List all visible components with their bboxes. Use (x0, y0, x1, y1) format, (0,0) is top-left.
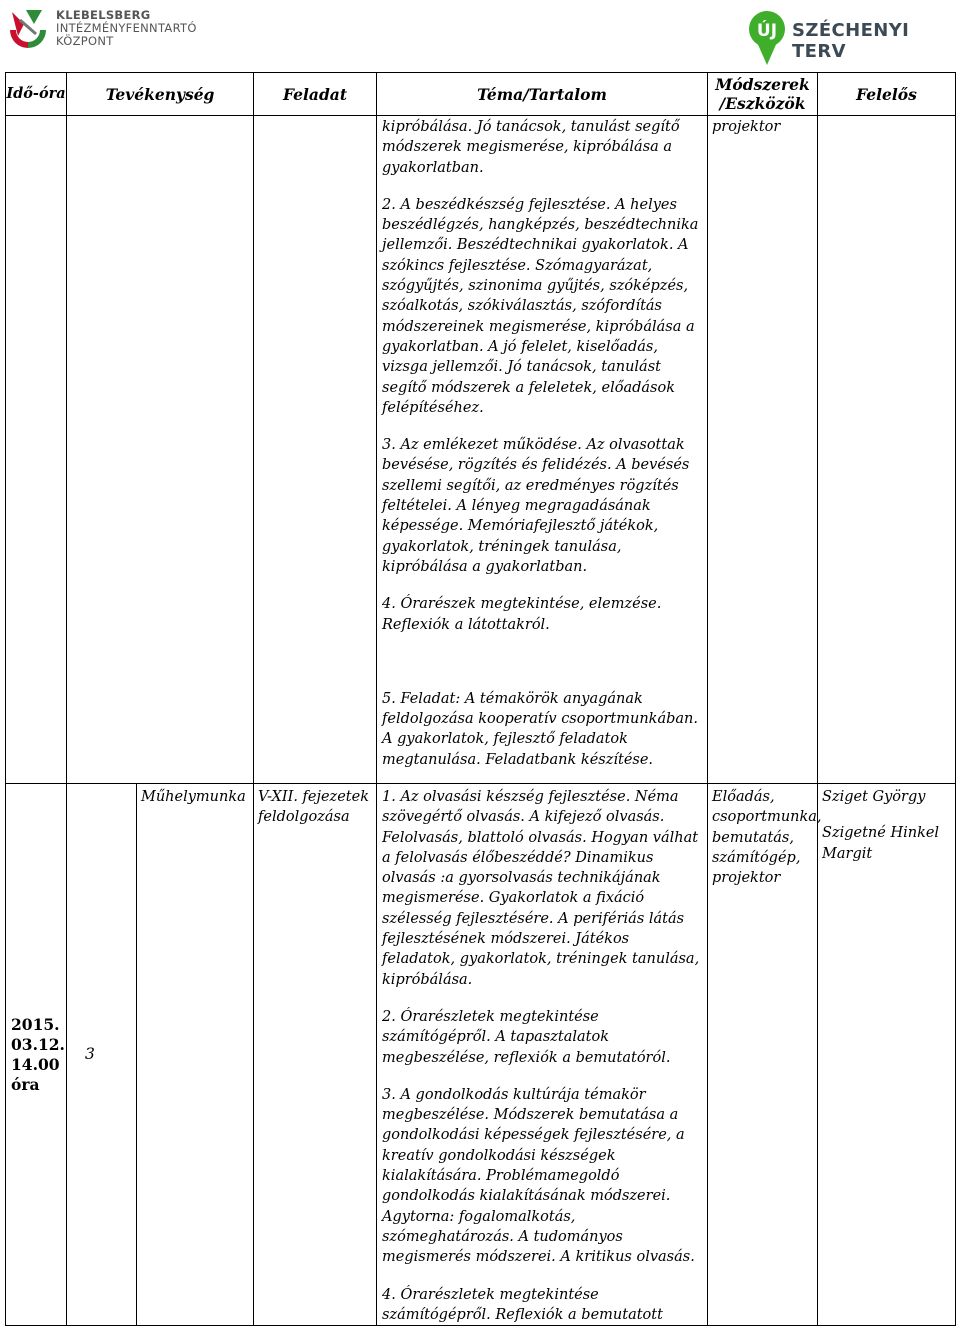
cell-responsible (818, 116, 956, 784)
col-header-task: Feladat (254, 73, 377, 116)
table-header-row (6, 73, 956, 116)
schedule-table (5, 72, 956, 1326)
klebelsberg-emblem-icon (6, 6, 48, 50)
cell-activity: Műhelymunka (137, 784, 254, 1326)
col-header-responsible: Felelős (818, 73, 956, 116)
logo-line-1: KLEBELSBERG (56, 8, 151, 22)
topic-paragraph: 4. Órarészek megtekintése, elemzése. Reflexiók a látottakról. (382, 596, 662, 633)
topic-paragraph: 5. Feladat: A témakörök anyagának feldolgozása kooperatív csoportmunkában. A gyakorlatok, fejlesztő feladatok megtanulása. Feladatbank készítése. (382, 690, 698, 768)
cell-topic (377, 116, 708, 784)
cell-methods: Előadás, csoportmunka, bemutatás, számítógép, projektor (708, 784, 818, 1326)
szechenyi-terv-logo (748, 10, 958, 70)
cell-methods: projektor (708, 116, 818, 784)
klebelsberg-logo (6, 4, 206, 52)
logo-line-3: KÖZPONT (56, 34, 114, 48)
responsible-person: Szigetné Hinkel Margit (822, 825, 940, 862)
cell-task: V-XII. fejezetek feldolgozása (254, 784, 377, 1326)
col-header-methods: Módszerek /Eszközök (708, 73, 818, 116)
cell-empty (254, 116, 377, 784)
cell-hours: 3 (67, 784, 137, 1326)
topic-paragraph: 1. Az olvasási készség fejlesztése. Néma szövegértő olvasás. A kifejező olvasás. Felolvasás, blattoló olvasás. Hogyan válhat a felolvasás élőbeszéddé? Dinamikus olvasás :a gyorsolvasás technikájának megismerése. Gyakorlatok a fixáció szélesség fejlesztésére. A perifériás látás fejlesztésének módszerei. Játékos feladatok, gyakorlatok, tréningek tanulása, kipróbálása. (382, 789, 700, 988)
topic-paragraph: kipróbálása. Jó tanácsok, tanulást segítő módszerek megismerése, kipróbálása a gyakorlatban. (382, 119, 680, 176)
responsible-person: Sziget György (822, 789, 926, 805)
col-header-time: Idő-óra (6, 73, 67, 116)
topic-paragraph: 3. Az emlékezet működése. Az olvasottak bevésése, rögzítés és felidézés. A bevésés szellemi segítői, az eredményes rögzítés feltételei. A lényeg megragadásának képessége. Memóriafejlesztő játékok, gyakorlatok, tréningek tanulása, kipróbálása a gyakorlatban. (382, 437, 690, 575)
cell-topic (377, 784, 708, 1326)
cell-date: 2015. 03.12. 14.00 óra (6, 784, 67, 1326)
topic-paragraph: 2. Órarészletek megtekintése számítógépről. A tapasztalatok megbeszélése, reflexiók a bemutatóról. (382, 1008, 671, 1066)
logo-line-2: INTÉZMÉNYFENNTARTÓ (56, 21, 197, 35)
topic-paragraph: 3. A gondolkodás kultúrája témakör megbeszélése. Módszerek bemutatása a gondolkodási képességek fejlesztésére, a kreatív gondolkodási készségek kialakítására. Problémamegoldó gondolkodás kialakításának módszerei. Agytorna: fogalomalkotás, szómeghatározás. A tudományos megismerés módszerei. A kritikus olvasás. (382, 1086, 695, 1266)
topic-paragraph: 2. A beszédkészség fejlesztése. A helyes beszédlégzés, hangképzés, beszédtechnika jellemzői. Beszédtechnikai gyakorlatok. A szókincs fejlesztése. Szómagyarázat, szógyűjtés, szinonima gyűjtés, szóképzés, szóalkotás, szókiválasztás, szófordítás módszereinek megismerése, kipróbálása a gyakorlatban. A jó felelet, kiselőadás, vizsga jellemzői. Jó tanácsok, tanulást segítő módszerek a feleletek, előadások felépítéséhez. (382, 196, 699, 416)
logo-mark-text: ÚJ (756, 21, 778, 41)
szechenyi-pin-icon (748, 10, 786, 66)
col-header-activity: Tevékenység (67, 73, 254, 116)
cell-responsible (818, 784, 956, 1326)
cell-empty (6, 116, 67, 784)
table-row (6, 784, 956, 1326)
col-header-topic: Téma/Tartalom (377, 73, 708, 116)
table-row (6, 116, 956, 784)
cell-empty (67, 116, 254, 784)
topic-paragraph: 4. Órarészletek megtekintése számítógépről. Reflexiók a bemutatott (382, 1286, 663, 1323)
szechenyi-terv-text: SZÉCHENYI TERV (792, 20, 910, 62)
